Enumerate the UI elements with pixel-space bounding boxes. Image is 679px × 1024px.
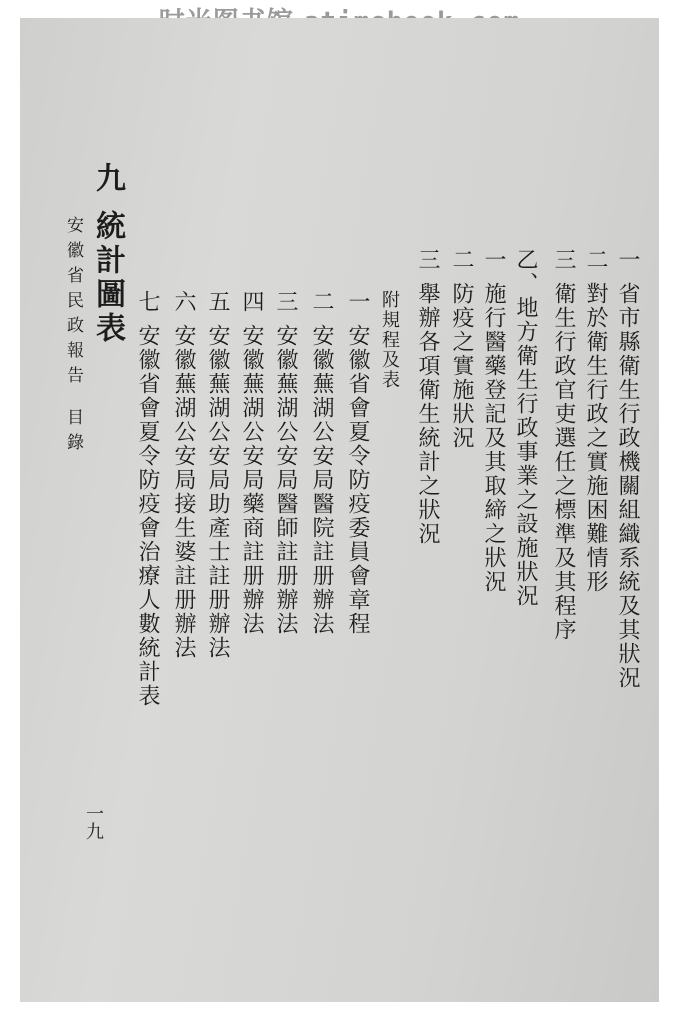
toc-section-heading: 乙、地方衛生行政事業之設施狀況 (513, 248, 538, 608)
toc-entry-5: 二防疫之實施狀況 (449, 248, 474, 450)
chapter-title: 統計圖表 (90, 210, 125, 346)
page-number: 一九 (83, 804, 104, 840)
appendix-entry-3: 三安徽蕪湖公安局醫師註册辦法 (273, 290, 298, 636)
toc-entry-4: 一施行醫藥登記及其取締之狀況 (481, 248, 506, 594)
appendix-entry-6: 六安徽蕪湖公安局接生婆註册辦法 (171, 290, 196, 660)
appendix-entry-1: 一安徽省會夏令防疫委員會章程 (345, 290, 370, 636)
toc-entry-6: 三舉辦各項衛生統計之狀況 (415, 248, 440, 546)
toc-entry-3: 三衛生行政官吏選任之標準及其程序 (551, 248, 576, 642)
appendix-entry-4: 四安徽蕪湖公安局藥商註册辦法 (239, 290, 264, 636)
appendix-entry-5: 五安徽蕪湖公安局助產士註册辦法 (205, 290, 230, 660)
appendix-entry-2: 二安徽蕪湖公安局醫院註册辦法 (309, 290, 334, 636)
appendix-entry-7: 七安徽省會夏令防疫會治療人數統計表 (135, 290, 160, 708)
running-head-title: 安徽省民政報告 (63, 216, 83, 391)
toc-entry-1: 一省市縣衛生行政機關組織系統及其狀況 (615, 248, 640, 690)
chapter-number: 九 (90, 162, 125, 196)
scanned-page (20, 18, 659, 1002)
running-head-section: 目錄 (63, 408, 83, 458)
toc-appendix-heading: 附規程及表 (379, 290, 400, 390)
toc-entry-2: 二對於衛生行政之實施困難情形 (583, 248, 608, 594)
